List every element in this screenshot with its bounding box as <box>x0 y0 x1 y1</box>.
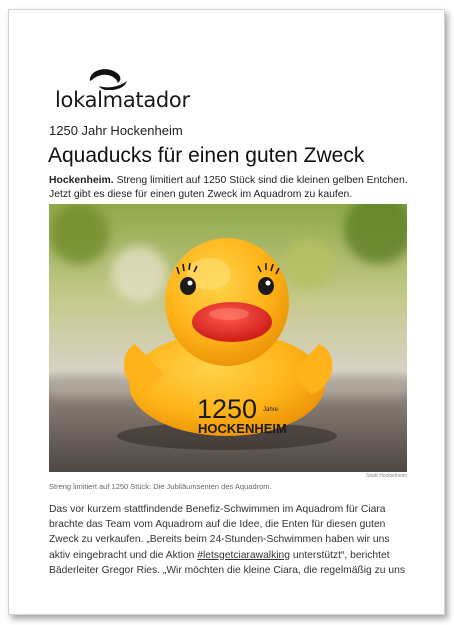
body-text-2: unterstützt“, berichtet Bäderleiter Gregor Ries. „Wir möchten die kleine Ciara, die regelmäßig zu uns <box>49 549 405 576</box>
article-lead <box>49 174 409 201</box>
duck-number: 1250 <box>197 394 258 424</box>
brand-logo[interactable] <box>55 66 190 118</box>
duck-small-text: Jahre <box>263 407 279 413</box>
article-page <box>8 9 445 615</box>
duck-photo <box>49 204 407 472</box>
duck-city: HOCKENHEIM <box>198 421 287 436</box>
image-caption: Streng limitiert auf 1250 Stück: Die Jubiläumsenten des Aquadrom. <box>49 482 272 491</box>
body-text-1: Das vor kurzem stattfindende Benefiz-Schwimmen im Aquadrom für Ciara brachte das Team vom Aquadrom auf die Idee, die Enten für diesen guten Zweck zu verkaufen. „Bereits beim 24-Stunden-Schwimmen haben wir uns aktiv eingebracht und die Aktion <box>49 504 390 561</box>
article-image[interactable] <box>49 204 407 472</box>
lead-dateline: Hockenheim. <box>49 175 114 186</box>
article-kicker: 1250 Jahr Hockenheim <box>49 123 183 138</box>
logo-mark-icon <box>85 66 133 90</box>
page-title: Aquaducks für einen guten Zweck <box>48 144 365 167</box>
hashtag-link[interactable]: #letsgetciarawalking <box>197 549 290 561</box>
article-body <box>49 502 411 578</box>
lead-text: Streng limitiert auf 1250 Stück sind die kleinen gelben Entchen. Jetzt gibt es diese für einen guten Zweck im Aquadrom zu kaufen. <box>49 175 408 200</box>
brand-name: lokalmatador <box>55 88 190 112</box>
image-credit: Stadt Hockenheim <box>366 473 407 479</box>
